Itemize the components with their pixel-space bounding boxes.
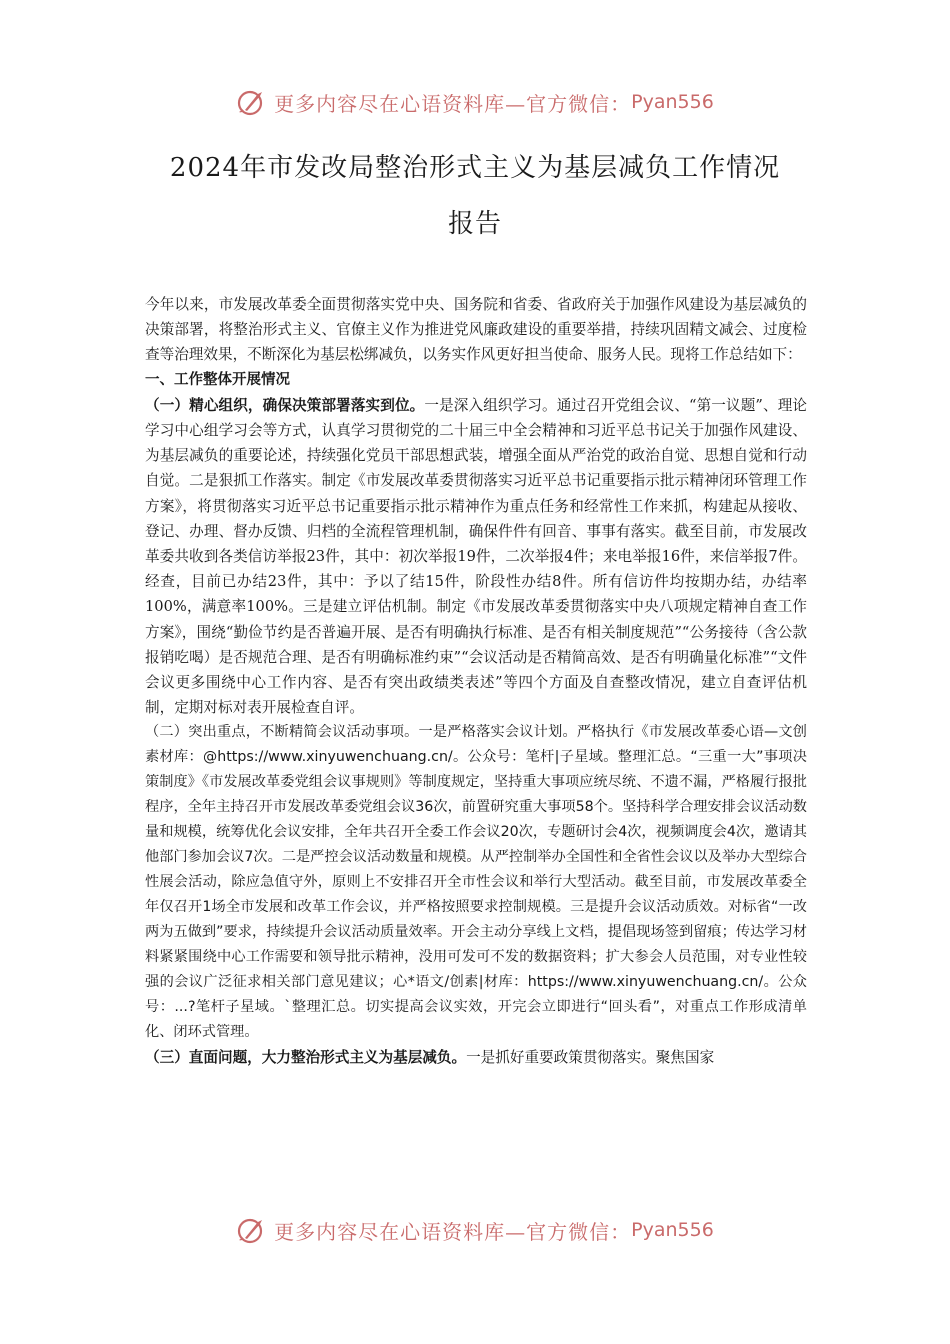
watermark-handle: Pyan556 (631, 1219, 714, 1241)
document-title (120, 140, 830, 252)
watermark-top (0, 82, 950, 122)
section-1-text: 一是深入组织学习。通过召开党组会议、“第一议题”、理论学习中心组学习会等方式，认真学习贯彻党的二十届三中全会精神和习近平总书记关于加强作风建设、为基层减负的重要论述，持续强化党员干部思想武装，增强全面从严治党的政治自觉、思想自觉和行动自觉。二是狠抓工作落实。制定《市发展改革委贯彻落实习近平总书记重要指示批示精神闭环管理工作方案》，将贯彻落实习近平总书记重要指示批示精神作为重点任务和经常性工作来抓，构建起从接收、登记、办理、督办反馈、归档的全流程管理机制，确保件件有回音、事事有落实。截至目前，市发展改革委共收到各类信访举报23件，其中：初次举报19件，二次举报4件；来电举报16件，来信举报7件。经查，目前已办结23件，其中：予以了结15件，阶段性办结8件。所有信访件均按期办结，办结率100%，满意率100%。三是建立评估机制。制定《市发展改革委贯彻落实中央八项规定精神自查工作方案》，围绕“勤俭节约是否普遍开展、是否有明确执行标准、是否有相关制度规范”“公务接待（含公款报销吃喝）是否规范合理、是否有明确标准约束”“会议活动是否精简高效、是否有明确量化标准”“文件会议更多围绕中心工作内容、是否有突出政绩类表述”等四个方面及自查整改情况，建立自查评估机制，定期对标对表开展检查自评。 (145, 396, 807, 717)
title-line-1: 2024年市发改局整治形式主义为基层减负工作情况 (169, 153, 781, 183)
intro-paragraph: 今年以来，市发展改革委全面贯彻落实党中央、国务院和省委、省政府关于加强作风建设为基层减负的决策部署，将整治形式主义、官僚主义作为推进党风廉政建设的重要举措，持续巩固精文减会、过度检查等治理效果，不断深化为基层松绑减负，以务实作风更好担当使命、服务人民。现将工作总结如下： (145, 296, 807, 364)
brush-logo-icon (236, 1214, 268, 1246)
section-1-paragraph (145, 393, 807, 721)
section-3-lead: （三）直面问题，大力整治形式主义为基层减负。 (145, 1049, 467, 1067)
watermark-handle: Pyan556 (631, 91, 714, 113)
section-heading-1: 一、工作整体开展情况 (145, 371, 290, 388)
section-3-paragraph (145, 1045, 807, 1070)
brush-logo-icon (236, 86, 268, 118)
watermark-text: 更多内容尽在心语资料库—官方微信： (274, 91, 632, 116)
watermark-bottom (0, 1210, 950, 1250)
section-2-paragraph: （二）突出重点，不断精简会议活动事项。一是严格落实会议计划。严格执行《市发展改革委心语—文创素材库：@https://www.xinyuwenchuang.cn/。公众号：笔杆|子星域。整理汇总。“三重一大”事项决策制度》《市发展改革委党组会议事规则》等制度规定，坚持重大事项应统尽统、不遗不漏，严格履行报批程序，全年主持召开市发展改革委党组会议36次，前置研究重大事项58个。坚持科学合理安排会议活动数量和规模，统筹优化会议安排，全年共召开全委工作会议20次，专题研讨会4次，视频调度会4次，邀请其他部门参加会议7次。二是严控会议活动数量和规模。从严控制举办全国性和全省性会议以及举办大型综合性展会活动，除应急值守外，原则上不安排召开全市性会议和举行大型活动。截至目前，市发展改革委全年仅召开1场全市发展和改革工作会议，并严格按照要求控制规模。三是提升会议活动质效。对标省“一改两为五做到”要求，持续提升会议活动质量效率。开会主动分享线上文档，提倡现场签到留痕；传达学习材料紧紧围绕中心工作需要和领导批示精神，没用可发可不发的数据资料；扩大参会人员范围，对专业性较强的会议广泛征求相关部门意见建议；心*语文/创素|材库：https://www.xinyuwenchuang.cn/。公众号：...?笔杆子星域。`整理汇总。切实提高会议实效，开完会立即进行“回头看”，对重点工作形成清单化、闭环式管理。 (145, 724, 807, 1041)
title-line-2: 报告 (447, 209, 502, 239)
document-body (145, 292, 807, 1071)
section-1-lead: （一）精心组织，确保决策部署落实到位。 (145, 396, 425, 414)
section-3-text: 一是抓好重要政策贯彻落实。聚焦国家 (466, 1049, 715, 1067)
watermark-text: 更多内容尽在心语资料库—官方微信： (274, 1219, 632, 1244)
